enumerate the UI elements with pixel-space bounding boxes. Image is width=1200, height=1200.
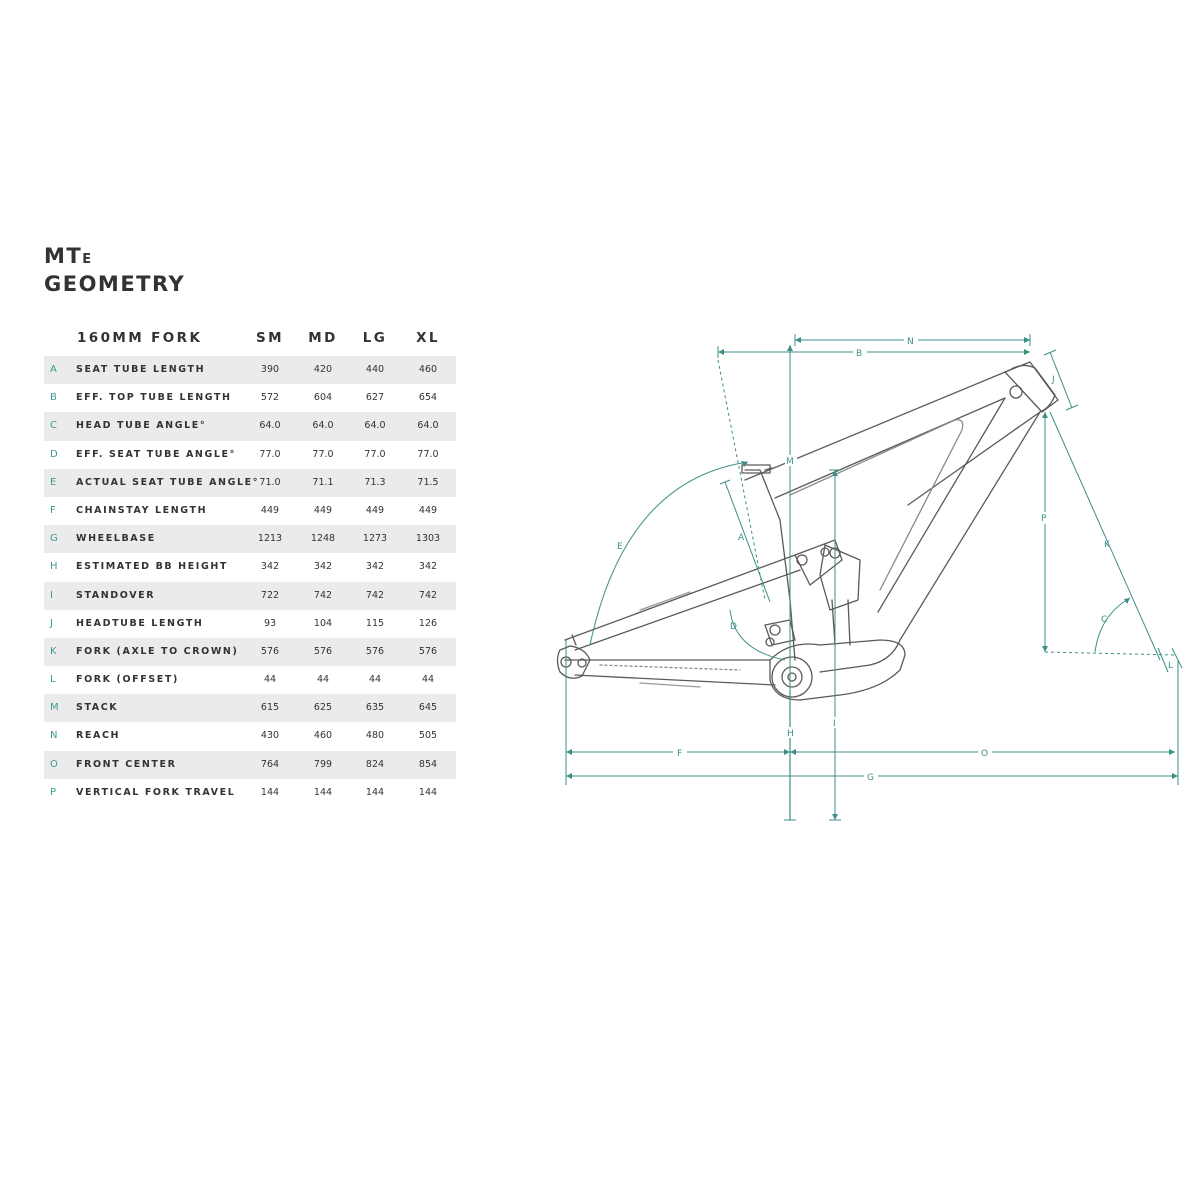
- table-row: [44, 779, 456, 807]
- bike-geometry-diagram: [540, 320, 1190, 840]
- row-value-lg: 742: [365, 589, 385, 601]
- row-value-xl: 505: [418, 730, 438, 742]
- row-value-lg: 64.0: [364, 420, 386, 432]
- row-letter: M: [50, 702, 59, 714]
- table-row: [44, 694, 456, 722]
- row-label: ACTUAL SEAT TUBE ANGLE°: [76, 476, 260, 488]
- row-value-sm: 615: [260, 702, 280, 714]
- row-value-sm: 449: [260, 504, 280, 516]
- dim-label-e: E: [617, 542, 623, 552]
- row-value-sm: 71.0: [259, 476, 281, 488]
- row-value-sm: 342: [260, 561, 280, 573]
- size-header-lg: LG: [362, 330, 388, 346]
- table-row: [44, 751, 456, 779]
- geometry-heading: GEOMETRY: [44, 272, 186, 296]
- row-value-md: 604: [313, 392, 333, 404]
- table-header: [44, 322, 456, 356]
- row-label: WHEELBASE: [76, 533, 156, 545]
- row-value-md: 71.1: [312, 476, 334, 488]
- table-row: [44, 384, 456, 412]
- row-value-xl: 1303: [415, 533, 441, 545]
- table-row: [44, 638, 456, 666]
- table-row: [44, 441, 456, 469]
- table-row: [44, 610, 456, 638]
- row-letter: F: [50, 504, 56, 516]
- row-letter: O: [50, 758, 58, 770]
- row-value-md: 449: [313, 504, 333, 516]
- row-letter: A: [50, 364, 57, 375]
- row-letter: E: [50, 476, 57, 488]
- dimension-arrows: [566, 337, 1178, 820]
- dim-arc-e: [590, 462, 748, 645]
- bike-frame-drawing: [558, 362, 1059, 700]
- dim-label-k: K: [1104, 540, 1110, 550]
- size-header-xl: XL: [416, 330, 440, 346]
- row-value-xl: 64.0: [417, 420, 439, 432]
- geometry-table: [44, 322, 456, 807]
- row-label: REACH: [76, 730, 121, 742]
- row-value-lg: 627: [365, 392, 385, 404]
- row-label: ESTIMATED BB HEIGHT: [76, 561, 228, 573]
- row-label: HEADTUBE LENGTH: [76, 617, 204, 629]
- row-value-xl: 449: [418, 504, 438, 516]
- row-value-sm: 764: [260, 758, 280, 770]
- row-value-sm: 93: [263, 617, 277, 629]
- dim-label-h: H: [787, 729, 794, 739]
- row-value-xl: 654: [418, 392, 438, 404]
- row-letter: I: [50, 589, 53, 601]
- table-row: [44, 356, 456, 384]
- row-value-sm: 64.0: [259, 420, 281, 432]
- dim-label-b: B: [856, 349, 863, 359]
- row-value-md: 576: [313, 645, 333, 657]
- row-value-lg: 480: [365, 730, 385, 742]
- table-row: [44, 525, 456, 553]
- table-row: [44, 553, 456, 581]
- table-row: [44, 497, 456, 525]
- row-value-sm: 77.0: [259, 448, 281, 460]
- row-value-xl: 44: [421, 674, 435, 686]
- row-value-lg: 1273: [362, 533, 388, 545]
- dimension-lines: [566, 334, 1182, 820]
- row-value-xl: 126: [418, 617, 438, 629]
- dim-label-g: G: [867, 773, 874, 783]
- row-label: HEAD TUBE ANGLE°: [76, 420, 207, 432]
- row-letter: H: [50, 561, 58, 573]
- row-value-lg: 824: [365, 758, 385, 770]
- row-value-sm: 572: [260, 392, 280, 404]
- row-value-md: 64.0: [312, 420, 334, 432]
- row-value-xl: 460: [418, 364, 438, 375]
- dim-label-a: A: [738, 533, 745, 543]
- table-row: [44, 582, 456, 610]
- row-value-sm: 144: [260, 786, 280, 798]
- dim-label-m: M: [786, 457, 794, 467]
- row-value-lg: 440: [365, 364, 385, 375]
- row-letter: G: [50, 533, 58, 545]
- table-row: [44, 412, 456, 440]
- size-header-sm: SM: [256, 330, 284, 346]
- row-value-md: 742: [313, 589, 333, 601]
- row-label: EFF. TOP TUBE LENGTH: [76, 392, 232, 404]
- dim-label-f: F: [677, 749, 683, 759]
- table-body: [44, 356, 456, 807]
- row-value-lg: 71.3: [364, 476, 386, 488]
- row-label: VERTICAL FORK TRAVEL: [76, 786, 236, 798]
- dim-label-o: O: [981, 749, 989, 759]
- row-letter: C: [50, 420, 57, 432]
- row-value-md: 799: [313, 758, 333, 770]
- dim-label-d: D: [730, 622, 737, 632]
- dim-label-n: N: [907, 337, 914, 347]
- row-letter: B: [50, 392, 57, 404]
- row-value-sm: 1213: [257, 533, 283, 545]
- row-value-sm: 722: [260, 589, 280, 601]
- row-value-sm: 44: [263, 674, 277, 686]
- row-letter: P: [50, 786, 57, 798]
- dim-line-a: [725, 482, 770, 602]
- row-value-lg: 342: [365, 561, 385, 573]
- table-row: [44, 666, 456, 694]
- row-label: SEAT TUBE LENGTH: [76, 364, 206, 375]
- row-letter: N: [50, 730, 58, 742]
- fork-header: 160MM FORK: [77, 330, 203, 346]
- row-value-sm: 430: [260, 730, 280, 742]
- row-label: FORK (AXLE TO CROWN): [76, 645, 239, 657]
- dim-arc-c: [1095, 598, 1130, 652]
- size-header-md: MD: [308, 330, 338, 346]
- row-value-xl: 645: [418, 702, 438, 714]
- row-value-md: 104: [313, 617, 333, 629]
- row-value-xl: 742: [418, 589, 438, 601]
- geometry-title: [44, 244, 185, 296]
- row-value-lg: 635: [365, 702, 385, 714]
- row-value-md: 1248: [310, 533, 336, 545]
- row-label: STACK: [76, 702, 119, 714]
- table-row: [44, 722, 456, 750]
- row-value-lg: 576: [365, 645, 385, 657]
- row-label: EFF. SEAT TUBE ANGLE°: [76, 448, 236, 460]
- row-value-xl: 576: [418, 645, 438, 657]
- dim-label-c: C: [1101, 615, 1108, 625]
- row-value-xl: 342: [418, 561, 438, 573]
- row-label: STANDOVER: [76, 589, 156, 601]
- row-value-md: 460: [313, 730, 333, 742]
- row-label: FORK (OFFSET): [76, 674, 179, 686]
- row-value-sm: 390: [260, 364, 280, 375]
- row-value-lg: 77.0: [364, 448, 386, 460]
- row-letter: L: [50, 674, 56, 686]
- dimension-labels: [617, 335, 1173, 783]
- row-value-xl: 144: [418, 786, 438, 798]
- table-row: [44, 469, 456, 497]
- dim-label-l: L: [1168, 661, 1174, 671]
- row-value-lg: 44: [368, 674, 382, 686]
- row-value-md: 342: [313, 561, 333, 573]
- row-value-xl: 77.0: [417, 448, 439, 460]
- row-value-xl: 854: [418, 758, 438, 770]
- row-value-md: 625: [313, 702, 333, 714]
- row-value-xl: 71.5: [417, 476, 439, 488]
- row-value-md: 144: [313, 786, 333, 798]
- dim-line-seat-axis: [718, 360, 765, 600]
- row-label: FRONT CENTER: [76, 758, 177, 770]
- model-name: MTE: [44, 244, 92, 268]
- row-value-lg: 144: [365, 786, 385, 798]
- row-letter: K: [50, 645, 57, 657]
- dim-label-p: P: [1041, 514, 1047, 524]
- row-letter: D: [50, 448, 58, 460]
- row-value-md: 420: [313, 364, 333, 375]
- dim-label-j: J: [1052, 375, 1055, 385]
- row-value-lg: 449: [365, 504, 385, 516]
- row-label: CHAINSTAY LENGTH: [76, 504, 208, 516]
- row-value-lg: 115: [365, 617, 385, 629]
- row-value-md: 44: [316, 674, 330, 686]
- row-value-sm: 576: [260, 645, 280, 657]
- row-value-md: 77.0: [312, 448, 334, 460]
- row-letter: J: [50, 617, 53, 629]
- dim-label-i: I: [833, 719, 836, 729]
